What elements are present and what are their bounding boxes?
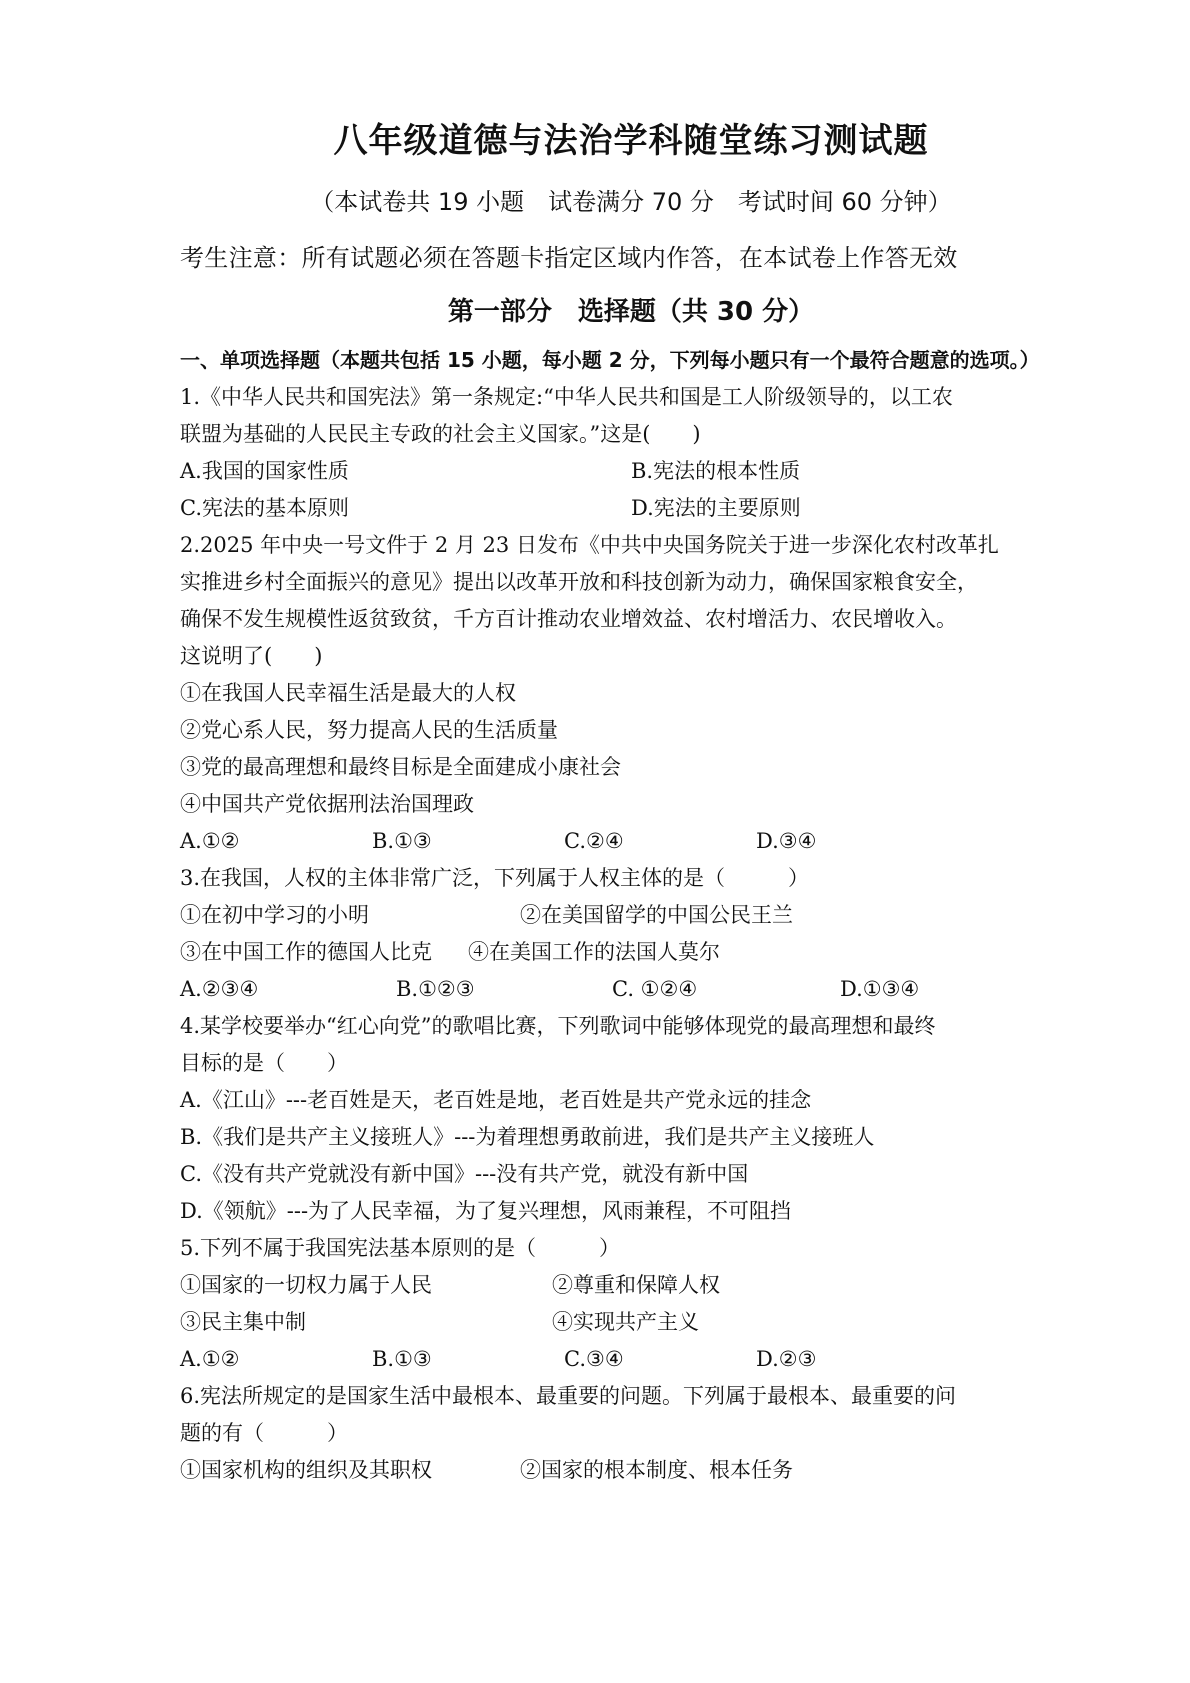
statement-3: ③在中国工作的德国人比克 bbox=[180, 940, 432, 964]
option-d: D.《领航》---为了人民幸福，为了复兴理想，风雨兼程，不可阻挡 bbox=[180, 1199, 792, 1223]
question-stem: 3.在我国，人权的主体非常广泛，下列属于人权主体的是（ ） bbox=[180, 866, 810, 890]
question-stem: 这说明了( ) bbox=[180, 644, 323, 668]
option-d: D.②③ bbox=[756, 1347, 817, 1371]
option-a: A.《江山》---老百姓是天，老百姓是地，老百姓是共产党永远的挂念 bbox=[180, 1088, 812, 1112]
question-stem: 6.宪法所规定的是国家生活中最根本、最重要的问题。下列属于最根本、最重要的问 bbox=[180, 1384, 957, 1408]
option-a: A.②③④ bbox=[180, 977, 259, 1001]
option-a: A.①② bbox=[180, 1347, 240, 1371]
statement-row bbox=[180, 1452, 1082, 1489]
exam-title: 八年级道德与法治学科随堂练习测试题 bbox=[333, 121, 929, 161]
statement-4: ④中国共产党依据刑法治国理政 bbox=[180, 792, 474, 816]
statement-2: ②在美国留学的中国公民王兰 bbox=[520, 903, 793, 927]
option-d: D.③④ bbox=[756, 829, 817, 853]
option-c: C.宪法的基本原则 bbox=[180, 496, 349, 520]
exam-subtitle: （本试卷共 19 小题 试卷满分 70 分 考试时间 60 分钟） bbox=[310, 188, 952, 216]
part-one-title: 第一部分 选择题（共 30 分） bbox=[447, 297, 815, 327]
statement-2: ②国家的根本制度、根本任务 bbox=[520, 1458, 793, 1482]
statement-1: ①国家机构的组织及其职权 bbox=[180, 1458, 432, 1482]
question-stem: 确保不发生规模性返贫致贫，千方百计推动农业增效益、农村增活力、农民增收入。 bbox=[180, 607, 957, 631]
question-stem: 实推进乡村全面振兴的意见》提出以改革开放和科技创新为动力，确保国家粮食安全， bbox=[180, 570, 978, 594]
option-b: B.①②③ bbox=[396, 977, 475, 1001]
option-b: B.《我们是共产主义接班人》---为着理想勇敢前进，我们是共产主义接班人 bbox=[180, 1125, 875, 1149]
option-a: A.我国的国家性质 bbox=[180, 459, 349, 483]
statement-2: ②党心系人民，努力提高人民的生活质量 bbox=[180, 718, 558, 742]
question-stem: 1.《中华人民共和国宪法》第一条规定:“中华人民共和国是工人阶级领导的，以工农 bbox=[180, 385, 953, 409]
option-row bbox=[180, 453, 1082, 490]
option-b: B.①③ bbox=[372, 1347, 432, 1371]
option-b: B.宪法的根本性质 bbox=[631, 459, 801, 483]
statement-row bbox=[180, 1304, 1082, 1341]
option-b: B.①③ bbox=[372, 829, 432, 853]
statement-4: ④在美国工作的法国人莫尔 bbox=[468, 940, 720, 964]
question-stem: 5.下列不属于我国宪法基本原则的是（ ） bbox=[180, 1236, 621, 1260]
question-5 bbox=[180, 1230, 1082, 1378]
option-c: C.②④ bbox=[564, 829, 624, 853]
option-c: C.③④ bbox=[564, 1347, 624, 1371]
statement-3: ③民主集中制 bbox=[180, 1310, 306, 1334]
question-stem: 目标的是（ ） bbox=[180, 1051, 348, 1075]
question-2 bbox=[180, 527, 1082, 860]
statement-1: ①在我国人民幸福生活是最大的人权 bbox=[180, 681, 516, 705]
option-c: C. ①②④ bbox=[612, 977, 698, 1001]
option-row bbox=[180, 823, 1082, 860]
statement-2: ②尊重和保障人权 bbox=[552, 1273, 720, 1297]
statement-row bbox=[180, 897, 1082, 934]
statement-row bbox=[180, 1267, 1082, 1304]
statement-4: ④实现共产主义 bbox=[552, 1310, 699, 1334]
option-a: A.①② bbox=[180, 829, 240, 853]
option-row bbox=[180, 1341, 1082, 1378]
question-stem: 4.某学校要举办“红心向党”的歌唱比赛，下列歌词中能够体现党的最高理想和最终 bbox=[180, 1014, 936, 1038]
question-stem: 联盟为基础的人民民主专政的社会主义国家。”这是( ) bbox=[180, 422, 701, 446]
question-6 bbox=[180, 1378, 1082, 1489]
statement-3: ③党的最高理想和最终目标是全面建成小康社会 bbox=[180, 755, 621, 779]
exam-notice: 考生注意：所有试题必须在答题卡指定区域内作答，在本试卷上作答无效 bbox=[180, 244, 958, 272]
question-stem: 题的有（ ） bbox=[180, 1421, 348, 1445]
option-d: D.宪法的主要原则 bbox=[631, 496, 801, 520]
option-d: D.①③④ bbox=[840, 977, 920, 1001]
option-c: C.《没有共产党就没有新中国》---没有共产党，就没有新中国 bbox=[180, 1162, 749, 1186]
question-stem: 2.2025 年中央一号文件于 2 月 23 日发布《中共中央国务院关于进一步深化农村改革扎 bbox=[180, 533, 999, 557]
question-3 bbox=[180, 860, 1082, 1008]
option-row bbox=[180, 971, 1082, 1008]
option-row bbox=[180, 490, 1082, 527]
question-4 bbox=[180, 1008, 1082, 1230]
statement-row bbox=[180, 934, 1082, 971]
statement-1: ①在初中学习的小明 bbox=[180, 903, 369, 927]
question-1 bbox=[180, 379, 1082, 527]
statement-1: ①国家的一切权力属于人民 bbox=[180, 1273, 432, 1297]
section-one-title: 一、单项选择题（本题共包括 15 小题，每小题 2 分，下列每小题只有一个最符合题意的选项。） bbox=[180, 348, 1040, 372]
